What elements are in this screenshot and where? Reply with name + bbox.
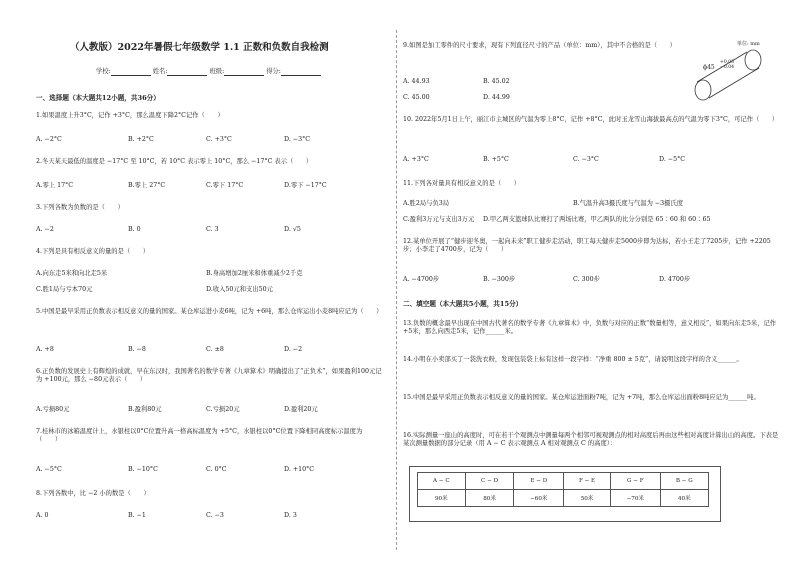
q2-option-d[interactable]: D.零下 −17°C [284,182,327,189]
cylinder-figure [683,46,773,104]
q6-option-b[interactable]: B.盈利80元 [128,406,162,413]
class-field[interactable] [224,68,264,76]
q2-option-b[interactable]: B.零上 27°C [128,182,166,189]
question-15: 15.中国是最早采用正负数表示相反意义的量的国家。某仓库运进面粉7吨，记为 +7吨，那么仓库运出面粉8吨应记为______吨。 [403,394,760,401]
name-field[interactable] [167,68,207,76]
q9-figure-unit: 单位: mm [737,41,760,47]
question-4: 4.下列是具有相反意义的量的是（ ） [36,248,150,255]
q1-option-c[interactable]: C. +3°C [206,136,232,143]
q10-option-c[interactable]: C. −3°C [573,156,599,163]
score-field[interactable] [281,68,321,76]
q9-figure-dimension: ϕ45 [703,64,715,71]
q16-header-cell: E − D [514,473,564,490]
q10-option-d[interactable]: D. −5°C [659,156,686,163]
q6-option-a[interactable]: A.亏损80元 [36,406,70,413]
q16-value-cell: 40米 [660,490,708,507]
q3-option-a[interactable]: A. −2 [36,226,54,233]
q9-figure-tolerance [720,60,734,70]
q16-header-cell: G − F [610,473,660,490]
q9-option-d[interactable]: D. 44.99 [483,94,510,101]
question-5: 5.中国是最早采用正负数表示相反意义的量的国家。某仓库运进小麦6吨，记为 +6吨，那么仓库运出小麦8吨应记为（ ） [36,308,383,315]
q7-option-d[interactable]: D. +10°C [284,466,315,473]
q16-header-cell: A − C [418,473,466,490]
question-9: 9.如图是加工零件的尺寸要求，现有下列直径尺寸的产品（单位：mm），其中不合格的是（ ） [403,42,676,49]
q16-value-cell: −70米 [610,490,660,507]
question-6: 6.正负数的发展史上有辉煌的成就，早在东汉时，我国著名的数学专著《九章算术》明确提出了“正负术”，如果盈利100元记为 +100元，那么 −80元表示（ ） [36,368,382,383]
q4-option-c[interactable]: C.胜1局与亏本70元 [36,286,93,293]
q5-option-b[interactable]: B. −8 [128,346,146,353]
question-1: 1.如果温度上升3°C，记作 +3°C，那么温度下降2°C记作（ ） [36,112,224,119]
q10-option-a[interactable]: A. +3°C [403,156,429,163]
info-line [96,68,321,76]
question-13: 13.负数的概念最早出现在中国古代著名的数学专著《九章算术》中，负数与对应的正数“数量相等，意义相反”，如果向东走5米，记作 +5米，那么向西走5米，记作______米。 [403,320,777,335]
school-field[interactable] [111,68,151,76]
name-label: 姓名: [152,68,168,75]
question-8: 8.下列各数中，比 −2 小的数是（ ） [36,490,150,497]
q6-option-d[interactable]: D.盈利20元 [284,406,318,413]
q2-option-a[interactable]: A.零上 17°C [36,182,74,189]
q8-option-d[interactable]: D. 3 [284,512,297,519]
q9-option-a[interactable]: A. 44.93 [403,78,430,85]
question-12: 12.某单位开展了“健步迎冬奥，一起向未来”职工健步走活动，职工每天健步走5000步即为达标，若小王走了7205步，记作 +2205步；小李走了4700步，记为（ ） [403,238,771,253]
q1-option-b[interactable]: B. +2°C [128,136,154,143]
q12-option-a[interactable]: A. −4700步 [403,276,440,283]
q16-header-cell: F − E [564,473,611,490]
q6-option-c[interactable]: C.亏损20元 [206,406,240,413]
q3-option-d[interactable]: D. √5 [284,226,301,233]
q7-option-c[interactable]: C. 0°C [206,466,227,473]
q11-option-d[interactable]: D.甲乙两支篮球队比赛打了两场比赛，甲乙两队的比分分别是 65∶60 和 60∶65 [483,216,711,223]
q2-option-c[interactable]: C.零下 17°C [206,182,244,189]
q4-option-b[interactable]: B.身高增加2厘米和体重减少2千克 [206,270,303,277]
question-2: 2.冬天某天最低的温度是 −17°C 至 10°C，若 10°C 表示零上 10°C，那么 −17°C 表示（ ） [36,158,313,165]
q16-header-cell: C − D [465,473,514,490]
q9-dim: 45 [707,64,715,71]
q8-option-b[interactable]: B. −1 [128,512,146,519]
section-1-heading: 一、选择题（本大题共12小题，共36分） [36,94,160,102]
q4-option-d[interactable]: D.收入50元和支出50元 [206,286,273,293]
q5-option-d[interactable]: D. −2 [284,346,303,353]
q16-table-value-row [418,490,709,507]
q7-option-a[interactable]: A. −5°C [36,466,62,473]
question-3: 3.下列各数为负数的是（ ） [36,204,124,211]
q11-option-a[interactable]: A.胜2局与负3局 [403,200,450,207]
q16-value-cell: −60米 [514,490,564,507]
q9-option-c[interactable]: C. 45.00 [403,94,430,101]
score-label: 得分: [266,68,281,75]
question-10: 10. 2022年5月1日上午，丽江市主城区的气温为零上8°C，记作 +8°C，此时玉龙雪山海拔最高点的气温为零下3°C，可记作（ ） [403,116,779,123]
section-2-heading: 二、填空题（本大题共5小题，共15分） [403,300,523,308]
q9-lower-tolerance: −0.04 [720,65,735,70]
q10-option-b[interactable]: B. +5°C [483,156,509,163]
q16-value-cell: 80米 [465,490,514,507]
class-label: 班级: [209,68,225,75]
q4-option-a[interactable]: A.向东走5米和向北走5米 [36,270,108,277]
q12-option-d[interactable]: D. 4700步 [659,276,691,283]
question-11: 11.下列各对量具有相反意义的是（ ） [403,180,521,187]
q16-value-cell: 90米 [418,490,466,507]
q9-option-b[interactable]: B. 45.02 [483,78,510,85]
q16-table-header-row [418,473,709,490]
q7-option-b[interactable]: B. −10°C [128,466,158,473]
question-14: 14.小明在小卖部买了一袋洗衣粉，发现包装袋上标有这样一段字样：“净重 800 ± 5克”，请说明这段字样的含义______。 [403,356,743,363]
q8-option-c[interactable]: C. −3 [206,512,224,519]
school-label: 学校: [96,68,111,75]
q12-option-b[interactable]: B. −300步 [483,276,516,283]
q11-option-c[interactable]: C.盈利3万元与支出3万元 [403,216,475,223]
column-divider [396,30,397,550]
page-title: （人教版）2022年暑假七年级数学 1.1 正数和负数自我检测 [70,42,329,53]
q16-table [417,472,709,507]
q1-option-d[interactable]: D. −3°C [284,136,311,143]
q5-option-a[interactable]: A. +8 [36,346,54,353]
q16-value-cell: 50米 [564,490,611,507]
q11-option-b[interactable]: B.气温升高3摄氏度与气温为 −3摄氏度 [573,200,684,207]
q16-header-cell: B − G [660,473,708,490]
q12-option-c[interactable]: C. 300步 [573,276,600,283]
question-16: 16.实际测量一座山的高度时，可在若干个观测点中测量每两个相邻可视观测点的相对高度后再由这些相对高度计算出山的高度。下表是某次测量数据的部分记录（用 A − C 表示观测点 A 相对观测点 C 的高度）： [403,432,779,447]
q5-option-c[interactable]: C. ±8 [206,346,224,353]
q3-option-c[interactable]: C. 3 [206,226,219,233]
question-7: 7.桂林市的冰箱温度计上，水银柱以0°C位置升高一格高标温度为 +5°C，水银柱以0°C位置下降相同高度标示温度为（ ） [36,428,363,443]
q9-upper-tolerance: +0.03 [720,60,735,65]
q3-option-b[interactable]: B. 0 [128,226,141,233]
q1-option-a[interactable]: A. −2°C [36,136,62,143]
q8-option-a[interactable]: A. 0 [36,512,49,519]
